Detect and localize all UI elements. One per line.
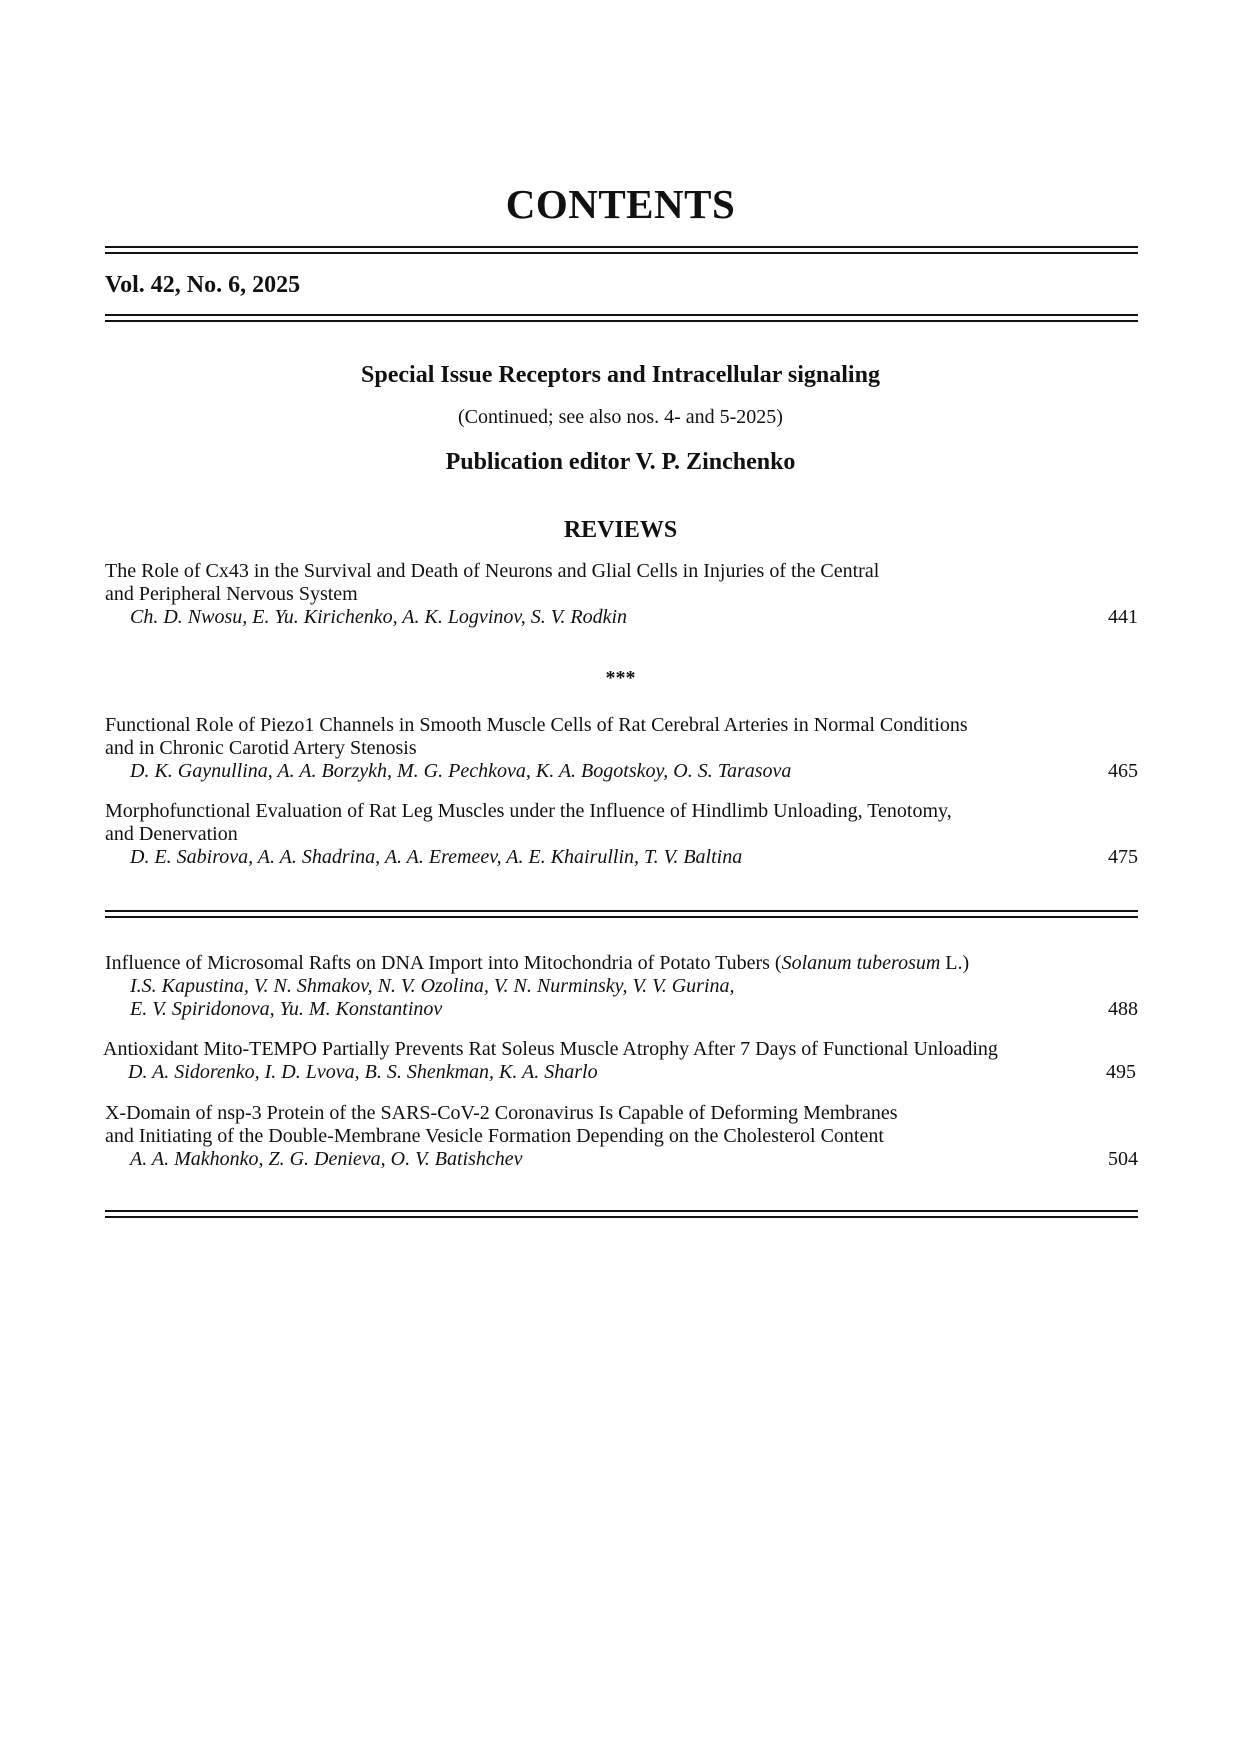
entry-authors: D. A. Sidorenko, I. D. Lvova, B. S. Shenkman, K. A. Sharlo [128,1061,598,1083]
toc-entry[interactable] [105,1102,1138,1171]
double-rule-volume-2 [105,320,1138,322]
entry-page-number: 504 [1108,1148,1138,1170]
entry-title [105,560,1138,606]
toc-entry[interactable] [105,800,1138,869]
toc-entry[interactable] [105,714,1138,783]
entry-authors-line: I.S. Kapustina, V. N. Shmakov, N. V. Ozolina, V. N. Nurminsky, V. V. Gurina, [130,975,735,997]
entry-authors: Ch. D. Nwosu, E. Yu. Kirichenko, A. K. Logvinov, S. V. Rodkin [130,606,628,628]
entry-title-line: and Denervation [105,823,238,845]
double-rule-top [105,246,1138,248]
entry-authors-line: E. V. Spiridonova, Yu. M. Konstantinov [130,998,443,1020]
double-rule-bottom-2 [105,1216,1138,1218]
entry-title-line: X-Domain of nsp-3 Protein of the SARS-CoV-2 Coronavirus Is Capable of Deforming Membranes [105,1102,898,1124]
entry-title-line: Antioxidant Mito-TEMPO Partially Prevents Rat Soleus Muscle Atrophy After 7 Days of Functional Unloading [103,1038,998,1060]
section-heading-reviews: REVIEWS [563,517,678,543]
entry-authors: A. A. Makhonko, Z. G. Denieva, O. V. Batishchev [130,1148,523,1170]
entry-page-number: 488 [1108,998,1138,1020]
entry-title [105,800,1138,846]
entry-page-number: 495 [1106,1061,1136,1083]
double-rule-volume [105,314,1138,316]
entry-title [105,714,1138,760]
double-rule-middle [105,910,1138,912]
entry-page-number: 475 [1108,846,1138,868]
entry-title [105,1102,1138,1148]
publication-editor: Publication editor V. P. Zinchenko [445,449,796,475]
special-issue-title: Special Issue Receptors and Intracellular signaling [361,362,880,388]
separator-asterisks: *** [605,667,636,689]
double-rule-bottom [105,1210,1138,1212]
entry-title-line: and Peripheral Nervous System [105,583,358,605]
entry-page-number: 441 [1108,606,1138,628]
entry-authors: D. E. Sabirova, A. A. Shadrina, A. A. Eremeev, A. E. Khairullin, T. V. Baltina [130,846,743,868]
volume-label: Vol. 42, No. 6, 2025 [105,272,301,298]
entry-title-text: Influence of Microsomal Rafts on DNA Import into Mitochondria of Potato Tubers ( [105,952,782,974]
entry-title [103,1038,1136,1061]
entry-title-line: Morphofunctional Evaluation of Rat Leg Muscles under the Influence of Hindlimb Unloading, Tenotomy, [105,800,952,822]
entry-title-line: and in Chronic Carotid Artery Stenosis [105,737,417,759]
special-issue-note: (Continued; see also nos. 4- and 5-2025) [458,406,783,428]
double-rule-top-2 [105,252,1138,254]
entry-title [105,952,1138,975]
toc-entry[interactable] [105,952,1138,1021]
entry-authors: D. K. Gaynullina, A. A. Borzykh, M. G. Pechkova, K. A. Bogotskoy, O. S. Tarasova [130,760,792,782]
entry-title-text: L.) [940,952,970,974]
entry-title-line: Functional Role of Piezo1 Channels in Smooth Muscle Cells of Rat Cerebral Arteries in Normal Conditions [105,714,968,736]
entry-authors [105,975,1138,1021]
entry-title-line: and Initiating of the Double-Membrane Vesicle Formation Depending on the Cholesterol Content [105,1125,884,1147]
entry-page-number: 465 [1108,760,1138,782]
entry-title-italic: Solanum tuberosum [781,952,941,974]
toc-entry[interactable] [105,560,1138,629]
page-title: CONTENTS [505,181,736,227]
double-rule-middle-2 [105,916,1138,918]
toc-entry[interactable] [103,1038,1136,1084]
entry-title-line: The Role of Cx43 in the Survival and Death of Neurons and Glial Cells in Injuries of the Central [105,560,880,582]
